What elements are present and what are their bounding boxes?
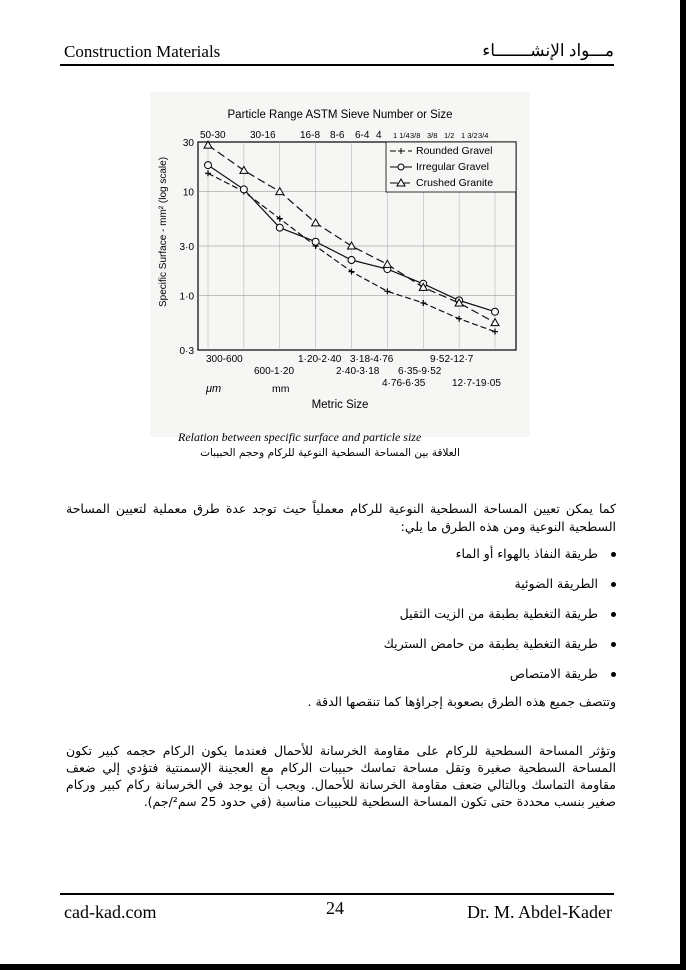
x-axis-label: Metric Size xyxy=(311,399,369,411)
y-axis-label: Specific Surface - mm² (log scale) xyxy=(158,156,169,307)
list-item-text: طريقة النفاذ بالهواء أو الماء xyxy=(455,546,598,561)
bottom-tick-label: 2·40-3·18 xyxy=(336,366,380,377)
top-tick-label: 30-16 xyxy=(250,130,276,141)
data-point-irregular-gravel xyxy=(240,186,247,193)
data-point-irregular-gravel xyxy=(348,257,355,264)
paragraph-methods-difficulty: وتتصف جميع هذه الطرق بصعوبة إجراؤها كما تنقصها الدقة . xyxy=(307,694,616,709)
footer-rule xyxy=(60,893,614,895)
bottom-tick-label: 9·52-12·7 xyxy=(430,354,474,365)
list-item xyxy=(320,603,616,633)
top-tick-label: 3/8 xyxy=(410,131,421,140)
list-item-text: طريقة الامتصاص xyxy=(509,666,598,681)
bottom-tick-label: 3·18-4·76 xyxy=(350,354,394,365)
top-tick-label: 6-4 xyxy=(355,130,370,141)
bottom-tick-label: 1·20-2·40 xyxy=(298,354,342,365)
unit-millimetre: mm xyxy=(272,383,290,395)
figure-caption-arabic: العلاقة بين المساحة السطحية النوعية للركام وحجم الحبيبات xyxy=(200,447,460,459)
bottom-tick-label: 12·7-19·05 xyxy=(452,378,501,389)
methods-list xyxy=(320,543,616,693)
y-tick-label: 10 xyxy=(182,187,194,199)
bullet-icon xyxy=(611,642,616,647)
list-item-text: طريقة التغطية بطبقة من حامض الستريك xyxy=(383,636,598,651)
paragraph-surface-effect: وتؤثر المساحة السطحية للركام على مقاومة الخرسانة للأحمال فعندما يكون الركام حجمه كبير تكون المساحة السطحية صغيرة وتقل مساحة تماسك حبيبات الركام مع العجينة الإسمنتية فتؤدي إلي ضعف مقاومة التماسك وبالتالي ضعف مقاومة الخرسانة للأحمال. ويجب أن يوجد في الخرسانة ركام كبير وركام صغير بنسب محددة حتى تكون المساحة السطحية للحبيبات مناسبة (في حدود 25 سم²/جم). xyxy=(66,743,616,809)
unit-micrometre: μm xyxy=(206,383,222,395)
header-arabic-title: مـــواد الإنشـــــــاء xyxy=(482,41,614,60)
y-tick-label: 1·0 xyxy=(179,291,194,303)
data-point-irregular-gravel xyxy=(276,224,283,231)
top-tick-label: 50-30 xyxy=(200,130,226,141)
page-number: 24 xyxy=(326,898,344,918)
list-item xyxy=(320,633,616,663)
bottom-tick-label: 300-600 xyxy=(206,354,243,365)
y-tick-label: 3·0 xyxy=(179,242,194,253)
legend xyxy=(386,142,516,192)
data-point-irregular-gravel xyxy=(205,162,212,169)
footer-website: cad-kad.com xyxy=(64,902,157,922)
list-item-text: الطريقة الضوئية xyxy=(514,576,598,591)
page-border-right xyxy=(680,0,686,970)
paragraph-methods-intro: كما يمكن تعيين المساحة السطحية النوعية للركام معملياً حيث توجد عدة طرق معملية لتعيين المساحة السطحية النوعية ومن هذه الطرق ما يلي: xyxy=(66,501,616,534)
top-tick-label: 8-6 xyxy=(330,130,345,141)
data-point-irregular-gravel xyxy=(492,308,499,315)
y-tick-label: 30 xyxy=(182,138,194,149)
legend-label: Crushed Granite xyxy=(416,177,494,189)
top-tick-label: 1 1/4 xyxy=(393,131,410,140)
figure-caption-english: Relation between specific surface and particle size xyxy=(178,430,422,444)
bullet-icon xyxy=(611,612,616,617)
specific-surface-chart xyxy=(150,92,530,437)
bottom-tick-label: 4·76-6·35 xyxy=(382,378,426,389)
top-tick-label: 1/2 xyxy=(444,131,455,140)
data-point-irregular-gravel xyxy=(312,238,319,245)
top-tick-label: 1 3/2 xyxy=(461,131,478,140)
bullet-icon xyxy=(611,582,616,587)
top-tick-label: 3/8 xyxy=(427,131,438,140)
legend-label: Irregular Gravel xyxy=(416,161,489,173)
list-item xyxy=(320,573,616,603)
footer-author: Dr. M. Abdel-Kader xyxy=(467,902,612,922)
bullet-icon xyxy=(611,672,616,677)
header-course-title: Construction Materials xyxy=(64,42,221,61)
top-tick-label: 16-8 xyxy=(300,130,321,141)
bullet-icon xyxy=(611,552,616,557)
list-item xyxy=(320,663,616,693)
list-item xyxy=(320,543,616,573)
top-tick-label: 3/4 xyxy=(478,131,489,140)
chart-title: Particle Range ASTM Sieve Number or Size xyxy=(227,109,453,121)
list-item-text: طريقة التغطية بطبقة من الزيت الثقيل xyxy=(399,606,598,621)
header-rule xyxy=(60,64,614,66)
bottom-tick-label: 600-1·20 xyxy=(254,366,295,377)
legend-marker-circle xyxy=(398,164,404,170)
legend-label: Rounded Gravel xyxy=(416,145,493,157)
top-tick-label: 4 xyxy=(376,130,382,141)
y-tick-label: 0·3 xyxy=(179,346,194,357)
page-border-bottom xyxy=(0,964,686,970)
bottom-tick-label: 6·35-9·52 xyxy=(398,366,442,377)
